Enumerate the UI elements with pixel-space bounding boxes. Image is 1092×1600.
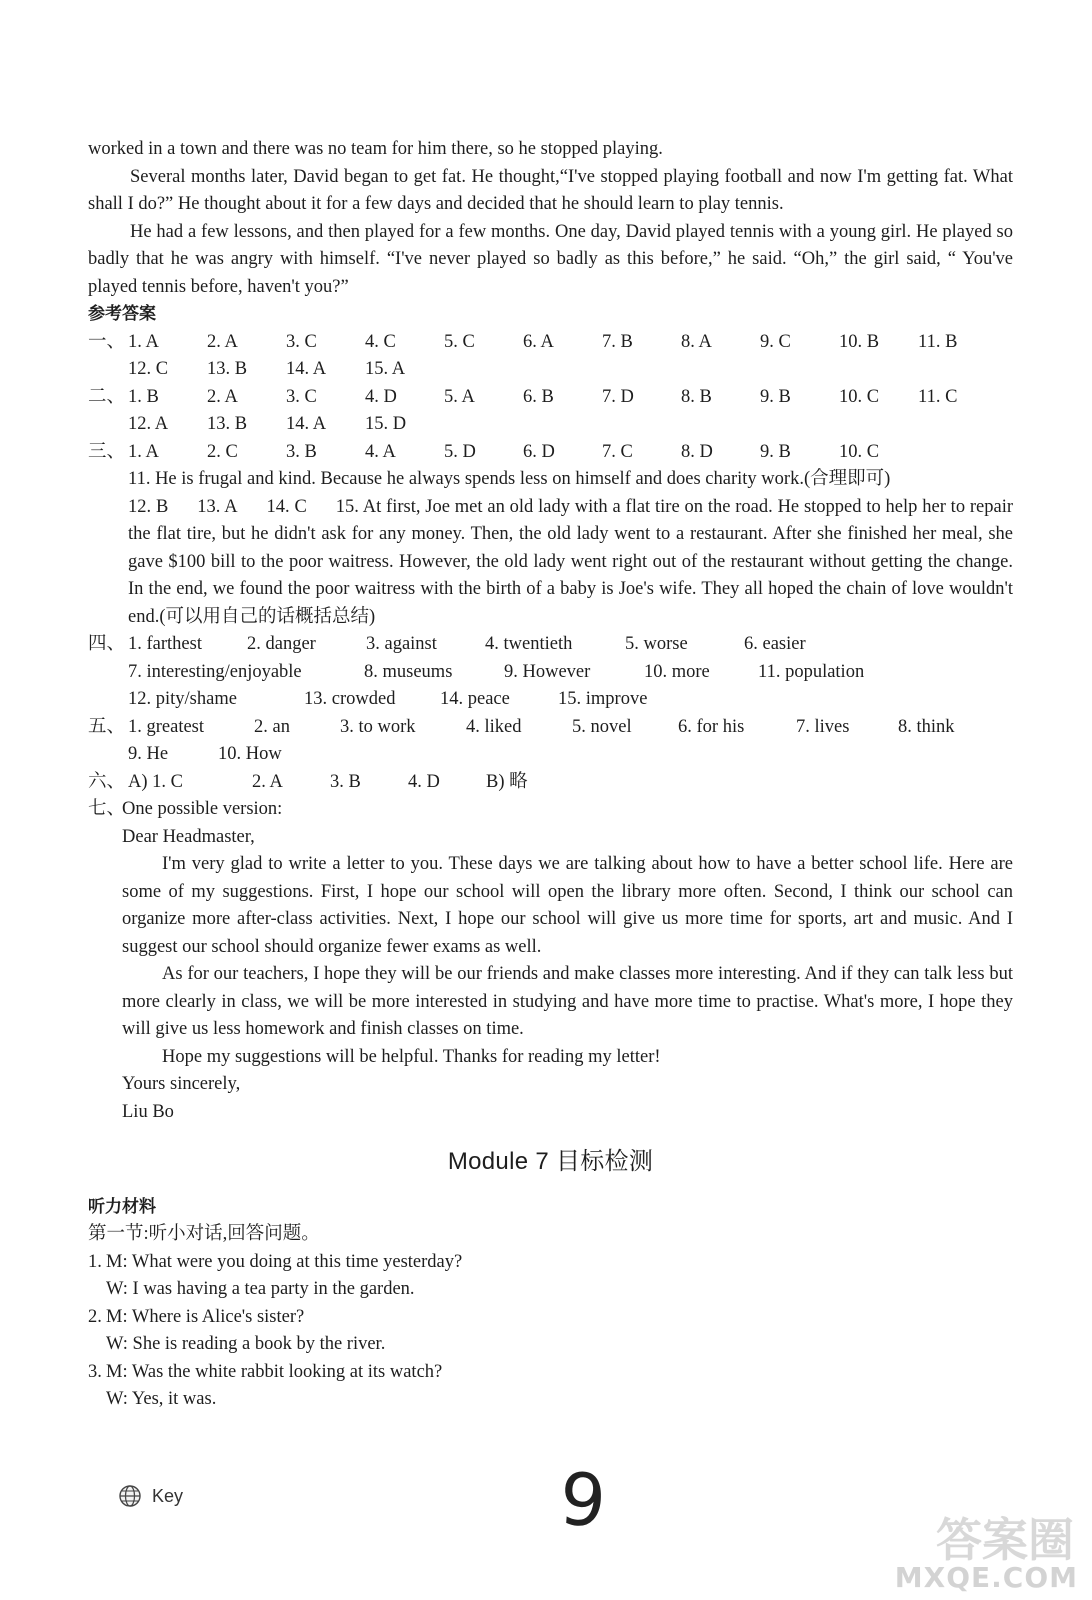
answer-item-15: 15. At first, Joe met an old lady with a flat tire on the road. He stopped to help her to repair the flat tire, but he didn't ask for any money. Then, the old lady went to a restaurant. After she finished her meal, she gave $100 bill to the poor waitress. However, the old lady went right out of the restaurant without getting the change. In the end, we found the poor waitress with the birth of a baby is Joe's wife. They all hoped the chain of love wouldn't end.(可以用自己的话概括总结) [128,496,1014,627]
answer-item: 7. B [602,331,633,352]
dialog-man-line: M: Was the white rabbit looking at its watch? [106,1361,443,1382]
answer-item: 4. D [408,771,440,792]
answer-item: 8. B [681,386,712,407]
answer-item: 5. A [444,386,475,407]
dialog-woman-line: W: She is reading a book by the river. [106,1334,386,1354]
answer-item: 5. worse [625,634,688,654]
answer-item: 7. interesting/enjoyable [128,661,302,682]
section-3-row-1 [88,439,1013,467]
answer-item: 9. He [128,744,169,764]
dialog-man-line: M: Where is Alice's sister? [106,1306,305,1327]
answer-item: 3. C [286,331,317,352]
answer-item: 13. A [197,496,238,517]
section-3-open-answers [88,466,1013,631]
answer-item: 6. A [523,331,554,352]
answer-item: 1. A [128,331,159,352]
answer-item: 2. A [252,771,283,792]
answer-item: 2. C [207,441,238,462]
answer-item: 10. more [644,661,710,682]
story-paragraph-3: He had a few lessons, and then played for a few months. One day, David played tennis with a young girl. He played so badly that he was angry with himself. “I've never played so badly as this before,” he said. “Oh,” the girl said, “ You've played tennis before, haven't you?” [88,221,1013,297]
answer-item: 12. B [128,496,169,517]
answer-item: 4. liked [466,716,522,737]
dialog-number: 3. [88,1361,102,1382]
section-4-row-1 [88,631,1013,659]
sample-letter [88,824,1013,1127]
answer-item: 6. easier [744,634,806,654]
answer-item: 1. farthest [128,634,202,654]
section-7-label: 七、 [88,799,126,819]
answer-item: 5. novel [572,716,632,737]
dialog-man-line: M: What were you doing at this time yesterday? [106,1251,463,1272]
section-4-row-3 [88,686,1013,714]
section-2-label: 二、 [88,386,126,407]
page-content [88,136,1013,1414]
answers-heading: 参考答案 [88,304,156,324]
answer-item: 9. However [504,661,591,682]
key-label: Key [152,1485,184,1506]
answer-item: 15. D [365,414,407,434]
answer-item: 8. A [681,331,712,352]
answer-item: 10. C [839,441,880,462]
answer-item: 5. C [444,331,475,352]
section-7-intro: One possible version: [122,799,283,819]
answer-item: 4. A [365,441,396,462]
answer-item: 3. C [286,386,317,407]
letter-paragraph-3: Hope my suggestions will be helpful. Thanks for reading my letter! [162,1046,661,1067]
answer-item: 2. an [254,716,290,737]
letter-closing: Yours sincerely, [122,1074,241,1094]
story-paragraph-2: Several months later, David began to get fat. He thought,“I've stopped playing football and now I'm getting fat. What shall I do?” He thought about it for a few days and decided that he should learn to play tennis. [88,166,1013,214]
answer-item: 10. C [839,386,880,407]
answer-item: 4. C [365,331,396,352]
answer-item: 7. lives [796,716,850,737]
answer-item: 3. B [286,441,317,462]
section-5-row-1 [88,714,1013,742]
answer-item: 1. greatest [128,716,205,737]
answer-item: 7. D [602,386,634,407]
answer-item: 2. A [207,331,238,352]
answer-item: 9. B [760,386,791,407]
answer-item: 1. A [128,441,159,462]
answer-item: 8. think [898,716,955,737]
section-4-row-2 [88,659,1013,687]
answer-item: 3. against [366,634,437,654]
section-1-row-1 [88,329,1013,357]
answer-item: 2. A [207,386,238,407]
answer-item: 8. museums [364,661,453,682]
section-5-row-2 [88,741,1013,769]
answer-item: 13. B [207,414,248,434]
dialog-item [88,1359,1013,1387]
dialog-number: 1. [88,1251,102,1272]
section-6-row [88,769,1013,797]
answer-item: 14. peace [440,689,510,709]
answer-item: 8. D [681,441,713,462]
answer-item: 9. C [760,331,791,352]
answer-item: 14. A [286,359,327,379]
answer-item: A) 1. C [128,771,183,792]
answer-item: B) 略 [486,771,528,792]
section-1-row-2 [88,356,1013,384]
answer-item: 5. D [444,441,476,462]
answer-item: 10. How [218,744,282,764]
letter-paragraph-1: I'm very glad to write a letter to you. These days we are talking about how to have a better school life. Here are some of my suggestions. First, I hope our school will open the library more often. Second, I think our school can organize more after-class activities. Next, I hope our school will give us more time for sports, art and music. And I suggest our school should organize fewer exams as well. [122,854,1013,957]
answer-item-11: 11. He is frugal and kind. Because he always spends less on himself and does charity work.(合理即可) [128,469,891,489]
watermark [884,1504,1084,1594]
answer-item: 12. C [128,359,169,379]
listening-section-title: 第一节:听小对话,回答问题。 [88,1224,320,1244]
handwritten-page-number: 9 [557,1456,609,1544]
dialog-item [88,1304,1013,1332]
answer-items-12-15 [128,494,1013,632]
module-title: Module 7 目标检测 [447,1148,654,1175]
answer-item: 14. C [266,496,307,517]
letter-salutation: Dear Headmaster, [122,826,255,847]
answer-item: 13. crowded [304,689,396,709]
listening-heading: 听力材料 [88,1196,156,1217]
dialog-woman-line: W: Yes, it was. [106,1389,217,1409]
answer-item: 13. B [207,359,248,379]
answer-item: 10. B [839,331,880,352]
answer-item: 15. improve [558,689,648,709]
dialog-number: 2. [88,1306,102,1327]
answer-item: 7. C [602,441,633,462]
answer-item: 15. A [365,359,406,379]
watermark-text: MXQE.COM [894,1561,1078,1594]
section-2-row-1 [88,384,1013,412]
answer-item: 3. to work [340,716,416,737]
watermark-logo: 答案圈 [936,1513,1074,1567]
globe-icon [118,1484,142,1508]
answer-item: 6. D [523,441,555,462]
section-3-label: 三、 [88,441,126,462]
section-4-label: 四、 [88,634,126,654]
answer-item: 4. twentieth [485,634,573,654]
section-1-label: 一、 [88,331,126,352]
section-5-label: 五、 [88,716,126,737]
answer-item: 6. for his [678,716,745,737]
answer-item: 12. pity/shame [128,689,237,709]
section-7-row [88,796,1013,824]
dialog-woman-line: W: I was having a tea party in the garden. [106,1279,415,1299]
footer-key-label [118,1484,183,1508]
answer-item: 3. B [330,771,361,792]
story-line-continued: worked in a town and there was no team for him there, so he stopped playing. [88,139,663,159]
answer-item: 11. population [758,661,865,682]
letter-paragraph-2: As for our teachers, I hope they will be our friends and make classes more interesting. And if they can talk less but more clearly in class, we will be more interested in studying and have more time to practise. What's more, I hope they will give us less homework and finish classes on time. [122,964,1013,1039]
letter-signature: Liu Bo [122,1101,174,1122]
answer-item: 4. D [365,386,397,407]
dialog-item [88,1249,1013,1277]
answer-item: 6. B [523,386,554,407]
listening-material [88,1194,1013,1414]
answer-item: 2. danger [247,634,316,654]
answer-item: 9. B [760,441,791,462]
answer-item: 12. A [128,414,169,434]
section-2-row-2 [88,411,1013,439]
answer-item: 11. C [918,386,958,407]
answer-item: 1. B [128,386,159,407]
answer-item: 14. A [286,414,327,434]
answer-item: 11. B [918,331,958,352]
section-6-label: 六、 [88,771,126,792]
